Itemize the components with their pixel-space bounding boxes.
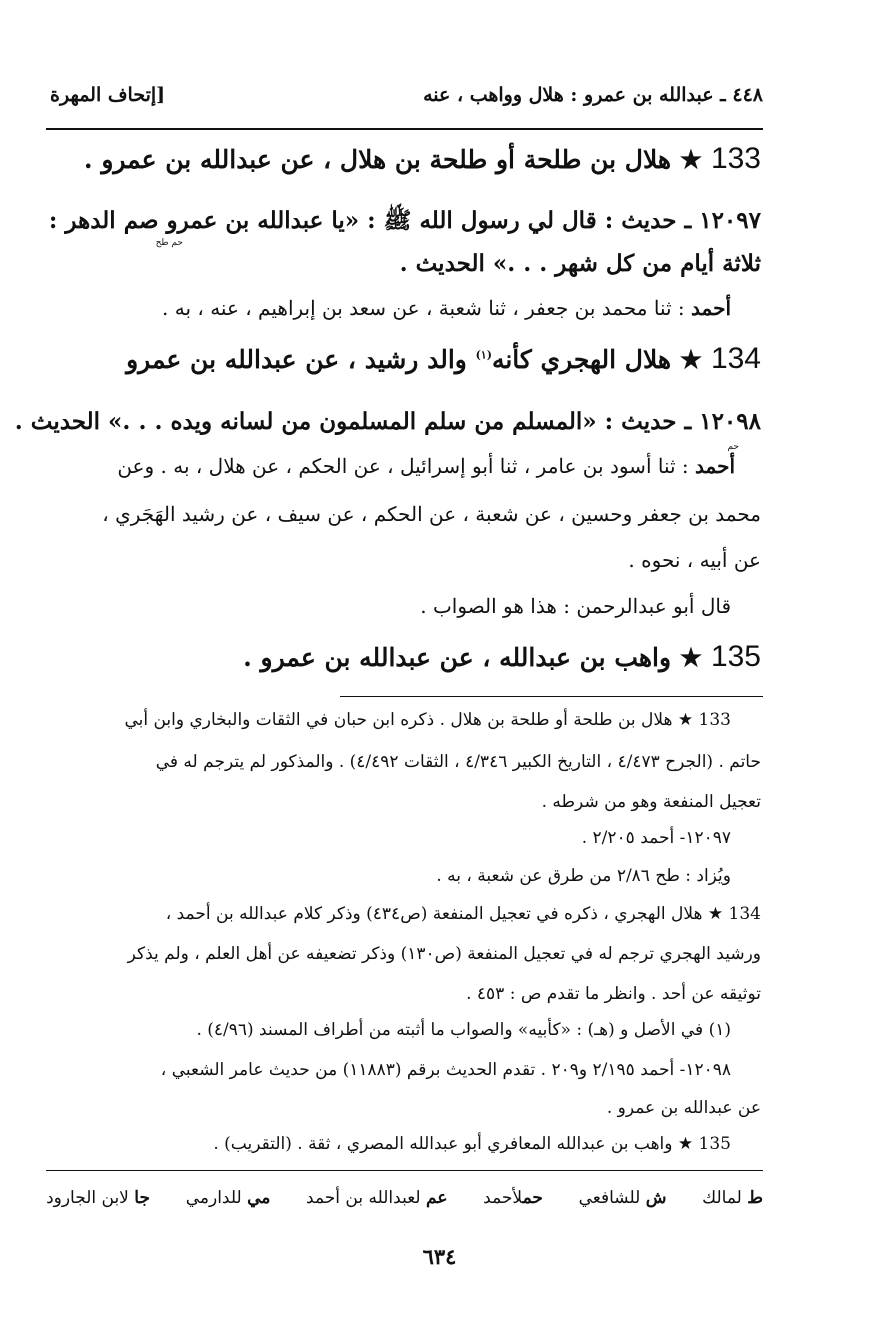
footnote-line: تعجيل المنفعة وهو من شرطه .: [541, 792, 761, 812]
hadith-12098-isnad-3: عن أبيه ، نحوه .: [628, 548, 761, 572]
footnote-line: 134 ★ هلال الهجري ، ذكره في تعجيل المنفعة (ص٤٣٤) وذكر كلام عبدالله بن أحمد ،: [165, 904, 761, 924]
star-icon: ★: [679, 643, 703, 672]
footnote-line: ويُزاد : طح ٢/٨٦ من طرق عن شعبة ، به .: [436, 866, 731, 886]
entry-number: 135: [710, 640, 761, 673]
header-book-name: [إتحاف المهرة: [50, 84, 166, 106]
footnote-line: توثيقه عن أحد . وانظر ما تقدم ص : ٤٥٣ .: [466, 984, 761, 1004]
entry-133: [50, 142, 761, 176]
hadith-12098-note: قال أبو عبدالرحمن : هذا هو الصواب .: [420, 594, 731, 618]
header-rule: [46, 128, 763, 130]
star-icon: ★: [679, 145, 703, 174]
hadith-12098-isnad-2: محمد بن جعفر وحسين ، عن شعبة ، عن الحكم ، عن سيف ، عن رشيد الهَجَري ،: [102, 502, 761, 526]
abbreviation-legend: [46, 1188, 763, 1208]
isnad-text: : ثنا أسود بن عامر ، ثنا أبو إسرائيل ، عن الحكم ، عن هلال ، به . وعن: [117, 454, 689, 478]
legend-item: جا لابن الجارود: [46, 1188, 150, 1208]
entry-text: هلال بن طلحة أو طلحة بن هلال ، عن عبدالله بن عمرو .: [83, 145, 672, 174]
header-title: ٤٤٨ ـ عبدالله بن عمرو : هلال وواهب ، عنه: [423, 84, 763, 106]
hadith-12097-isnad: [50, 296, 731, 320]
legend-item: عم لعبدالله بن أحمد: [306, 1188, 448, 1208]
legend-item: ط لمالك: [702, 1188, 763, 1208]
footnote-line: ورشيد الهجري ترجم له في تعجيل المنفعة (ص١٣٠) وذكر تضعيفه عن أهل العلم ، ولم يذكر: [127, 944, 761, 964]
hadith-12097-line2: ثلاثة أيام من كل شهر . . .» الحديث .: [399, 250, 761, 277]
footnote-line: 133 ★ هلال بن طلحة أو طلحة بن هلال . ذكره ابن حبان في الثقات والبخاري وابن أبي: [124, 710, 731, 730]
entry-135: [50, 640, 761, 674]
footnote-ref: (١): [475, 348, 492, 362]
footnote-line: حاتم . (الجرح ٤/٤٧٣ ، التاريخ الكبير ٤/٣٤٦ ، الثقات ٤/٤٩٢) . والمذكور لم يترجم له في: [155, 752, 761, 772]
isnad-source: أحمد: [695, 454, 735, 478]
entry-number: 133: [710, 142, 761, 175]
isnad-text: : ثنا محمد بن جعفر ، ثنا شعبة ، عن سعد بن إبراهيم ، عنه ، به .: [162, 296, 685, 320]
hadith-12097-heading: ١٢٠٩٧ ـ حديث : قال لي رسول الله ﷺ : «يا عبدالله بن عمرو صم الدهر :: [48, 207, 761, 234]
footnote-line: ١٢٠٩٧- أحمد ٢/٢٠٥ .: [581, 828, 731, 848]
hadith-12097-symbols: حم طح: [155, 238, 183, 248]
footnote-line: (١) في الأصل و (هـ) : «كأبيه» والصواب ما أثبته من أطراف المسند (٤/٩٦) .: [196, 1020, 731, 1040]
footnote-line: ١٢٠٩٨- أحمد ٢/١٩٥ و٢٠٩ . تقدم الحديث برقم (١١٨٨٣) من حديث عامر الشعبي ،: [160, 1060, 731, 1080]
entry-text: واهب بن عبدالله ، عن عبدالله بن عمرو .: [243, 643, 672, 672]
hadith-12098-isnad-1: [50, 454, 735, 478]
entry-134: [50, 342, 761, 376]
entry-number: 134: [710, 342, 761, 375]
legend-rule: [46, 1170, 763, 1171]
entry-text-cont: والد رشيد ، عن عبدالله بن عمرو: [126, 345, 467, 374]
legend-item: ش للشافعي: [578, 1188, 667, 1208]
hadith-12098-symbols: حم: [727, 442, 739, 452]
star-icon: ★: [679, 345, 703, 374]
legend-item: مي للدارمي: [185, 1188, 271, 1208]
footnote-line: عن عبدالله بن عمرو .: [606, 1098, 761, 1118]
entry-text: هلال الهجري كأنه: [491, 345, 672, 374]
isnad-source: أحمد: [691, 296, 731, 320]
footnote-separator: [340, 696, 763, 697]
legend-item: حملأحمد: [483, 1188, 543, 1208]
hadith-12098-heading: ١٢٠٩٨ ـ حديث : «المسلم من سلم المسلمون من لسانه ويده . . .» الحديث .: [14, 408, 761, 435]
footnote-line: 135 ★ واهب بن عبدالله المعافري أبو عبدالله المصري ، ثقة . (التقريب) .: [213, 1134, 731, 1154]
page-number: ٦٣٤: [422, 1244, 457, 1269]
